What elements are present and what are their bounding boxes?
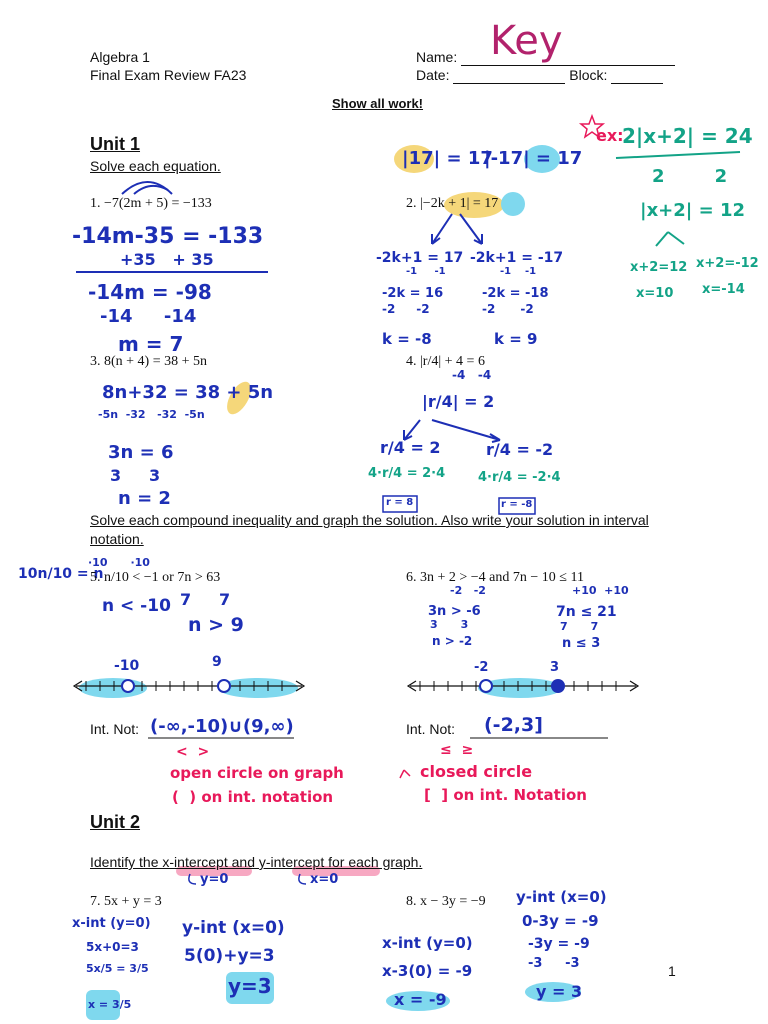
p6-work-1: -2 -2 bbox=[450, 584, 486, 597]
p3-work-4: 3 3 bbox=[110, 466, 161, 485]
example-arrows bbox=[656, 232, 684, 246]
p8-yint-4: -3 -3 bbox=[528, 956, 580, 971]
p8-yint-1: y-int (x=0) bbox=[516, 888, 607, 906]
hint-y0: y=0 bbox=[200, 872, 229, 887]
arrow-right-4 bbox=[432, 420, 500, 442]
open-circle-neg2 bbox=[480, 680, 492, 692]
example-label: ex: bbox=[596, 126, 624, 145]
unit1-instruction: Solve each equation. bbox=[90, 158, 221, 174]
p2-right-2: -1 -1 bbox=[500, 266, 537, 277]
p6-work-4: 3 3 bbox=[430, 618, 469, 631]
problem-2: 2. |−2k + 1| = 17 bbox=[406, 196, 499, 211]
problem-3: 3. 8(n + 4) = 38 + 5n bbox=[90, 354, 208, 369]
p1-work-line1: -14m-35 = -133 bbox=[72, 224, 264, 249]
p6-note-symbols: ≤ ≥ bbox=[440, 742, 474, 758]
p5-note-10n: 10n/10 = n bbox=[18, 566, 104, 582]
p2-left-1: -2k+1 = 17 bbox=[376, 250, 464, 266]
p7-xint-1: x-int (y=0) bbox=[72, 916, 151, 931]
p3-work-2: -5n -32 -32 -5n bbox=[98, 408, 205, 421]
highlight-left-ray bbox=[79, 678, 147, 698]
p6-work-6: 7n ≤ 21 bbox=[556, 604, 617, 620]
p8-xint-answer: x = -9 bbox=[394, 990, 447, 1009]
p4-work-1: -4 -4 bbox=[452, 368, 492, 382]
p6-work-3: 3n > -6 bbox=[428, 604, 481, 619]
p6-work-7: 7 7 bbox=[560, 620, 599, 633]
distribute-arc-2 bbox=[134, 186, 168, 194]
p7-yint-2: 5(0)+y=3 bbox=[184, 946, 275, 966]
arrow-left-4 bbox=[404, 420, 420, 440]
p8-yint-2: 0-3y = -9 bbox=[522, 912, 599, 930]
problem-4: 4. |r/4| + 4 = 6 bbox=[406, 354, 485, 369]
p5-note-1: open circle on graph bbox=[170, 764, 344, 782]
arrow-right-2 bbox=[460, 214, 482, 244]
p4-work-3: r/4 = 2 bbox=[380, 438, 441, 457]
p6-note-2: [ ] on int. Notation bbox=[424, 786, 587, 804]
example-right-1: x+2=-12 bbox=[696, 256, 759, 271]
p4-answer-1: r = 8 bbox=[386, 497, 414, 508]
p2-left-2: -1 -1 bbox=[406, 266, 446, 277]
name-handwritten: Key bbox=[490, 18, 563, 64]
p1-work-line4: -14 -14 bbox=[100, 306, 197, 327]
p2-left-answer: k = -8 bbox=[382, 330, 432, 348]
example-left-1: x+2=12 bbox=[630, 260, 688, 275]
p7-xint-3: 5x/5 = 3/5 bbox=[86, 962, 149, 975]
page-number: 1 bbox=[668, 963, 676, 979]
p6-int-label: Int. Not: bbox=[406, 721, 456, 737]
p8-xint-1: x-int (y=0) bbox=[382, 934, 473, 952]
p1-work-line3: -14m = -98 bbox=[88, 280, 212, 304]
p4-work-6: 4·r/4 = -2·4 bbox=[478, 470, 561, 485]
example-step: |x+2| = 12 bbox=[640, 200, 746, 221]
highlight-cyan-rhs bbox=[501, 192, 525, 216]
problem-7: 7. 5x + y = 3 bbox=[90, 894, 162, 909]
p2-left-4: -2 -2 bbox=[382, 302, 430, 316]
example-left-2: x=10 bbox=[636, 286, 674, 301]
p2-right-1: -2k+1 = -17 bbox=[470, 250, 564, 266]
exam-title: Final Exam Review FA23 bbox=[90, 67, 247, 83]
p2-helper-1: |17| = 17 bbox=[402, 148, 493, 169]
p5-work-mult: ·10 ·10 bbox=[88, 556, 150, 569]
block-label: Block: bbox=[569, 67, 608, 83]
example-equation: 2|x+2| = 24 bbox=[622, 124, 753, 148]
p2-helper-2: |-17| = 17 bbox=[484, 148, 583, 169]
course-title: Algebra 1 bbox=[90, 49, 150, 65]
show-work: Show all work! bbox=[332, 96, 424, 111]
name-label: Name: bbox=[416, 49, 458, 65]
p4-work-4: r/4 = -2 bbox=[486, 440, 554, 459]
problem-8: 8. x − 3y = −9 bbox=[406, 894, 486, 909]
p8-xint-2: x-3(0) = -9 bbox=[382, 962, 473, 980]
p5-work-1: n < -10 bbox=[102, 596, 171, 616]
p1-answer: m = 7 bbox=[118, 332, 184, 356]
p7-xint-answer: x = 3/5 bbox=[88, 998, 132, 1011]
p1-work-line2: +35 + 35 bbox=[120, 250, 214, 269]
p6-graph-label-2: 3 bbox=[550, 660, 560, 675]
p5-graph-label-2: 9 bbox=[212, 654, 222, 670]
p3-work-3: 3n = 6 bbox=[108, 442, 174, 463]
hint-x0: x=0 bbox=[310, 872, 339, 887]
problem-5: 5. n/10 < −1 or 7n > 63 bbox=[90, 570, 221, 585]
p3-answer: n = 2 bbox=[118, 488, 171, 509]
problem-1: 1. −7(2m + 5) = −133 bbox=[90, 196, 212, 211]
p6-work-2: +10 +10 bbox=[572, 584, 629, 597]
example-right-2: x=-14 bbox=[702, 282, 745, 297]
p6-graph-label-1: -2 bbox=[474, 660, 489, 675]
p2-left-3: -2k = 16 bbox=[382, 286, 444, 301]
closed-circle-3 bbox=[551, 679, 565, 693]
p5-note-symbols: < > bbox=[176, 744, 210, 760]
p6-int-value: (-2,3] bbox=[484, 714, 543, 736]
p8-yint-answer: y = 3 bbox=[536, 982, 583, 1001]
p5-work-2: 7 7 bbox=[180, 590, 231, 609]
p4-work-2: |r/4| = 2 bbox=[422, 392, 495, 411]
date-label: Date: bbox=[416, 67, 450, 83]
p5-graph-label-1: -10 bbox=[114, 658, 140, 674]
unit1-title: Unit 1 bbox=[90, 134, 141, 154]
p3-work-1: 8n+32 = 38 + 5n bbox=[102, 382, 274, 403]
p5-int-value: (-∞,-10)∪(9,∞) bbox=[150, 716, 294, 737]
p4-work-5: 4·r/4 = 2·4 bbox=[368, 466, 446, 481]
open-circle-9 bbox=[218, 680, 230, 692]
p6-work-5: n > -2 bbox=[432, 634, 473, 648]
example-divide: 2 2 bbox=[652, 166, 728, 187]
p7-yint-1: y-int (x=0) bbox=[182, 918, 285, 938]
p8-yint-3: -3y = -9 bbox=[528, 936, 590, 952]
p2-right-answer: k = 9 bbox=[494, 330, 538, 348]
compound-instruction: Solve each compound inequality and graph the solution. Also write your solution in interval notation. bbox=[90, 512, 649, 547]
arrow-left-2 bbox=[432, 214, 452, 244]
p6-note-1: closed circle bbox=[420, 762, 533, 781]
p2-right-3: -2k = -18 bbox=[482, 286, 549, 301]
p7-yint-answer: y=3 bbox=[228, 974, 272, 998]
p5-work-3: n > 9 bbox=[188, 614, 244, 636]
problem-6: 6. 3n + 2 > −4 and 7n − 10 ≤ 11 bbox=[406, 570, 584, 585]
p7-xint-2: 5x+0=3 bbox=[86, 940, 139, 954]
p5-int-label: Int. Not: bbox=[90, 721, 140, 737]
unit2-instruction: Identify the x-intercept and y-intercept for each graph. bbox=[90, 854, 423, 870]
p4-answer-2: r = -8 bbox=[501, 499, 533, 510]
pink-arrow-6 bbox=[400, 770, 410, 778]
example-divider bbox=[616, 152, 740, 158]
p6-work-8: n ≤ 3 bbox=[562, 636, 601, 651]
unit2-title: Unit 2 bbox=[90, 812, 141, 832]
p5-note-2: ( ) on int. notation bbox=[172, 788, 334, 806]
open-circle-neg10 bbox=[122, 680, 134, 692]
p2-right-4: -2 -2 bbox=[482, 302, 534, 316]
